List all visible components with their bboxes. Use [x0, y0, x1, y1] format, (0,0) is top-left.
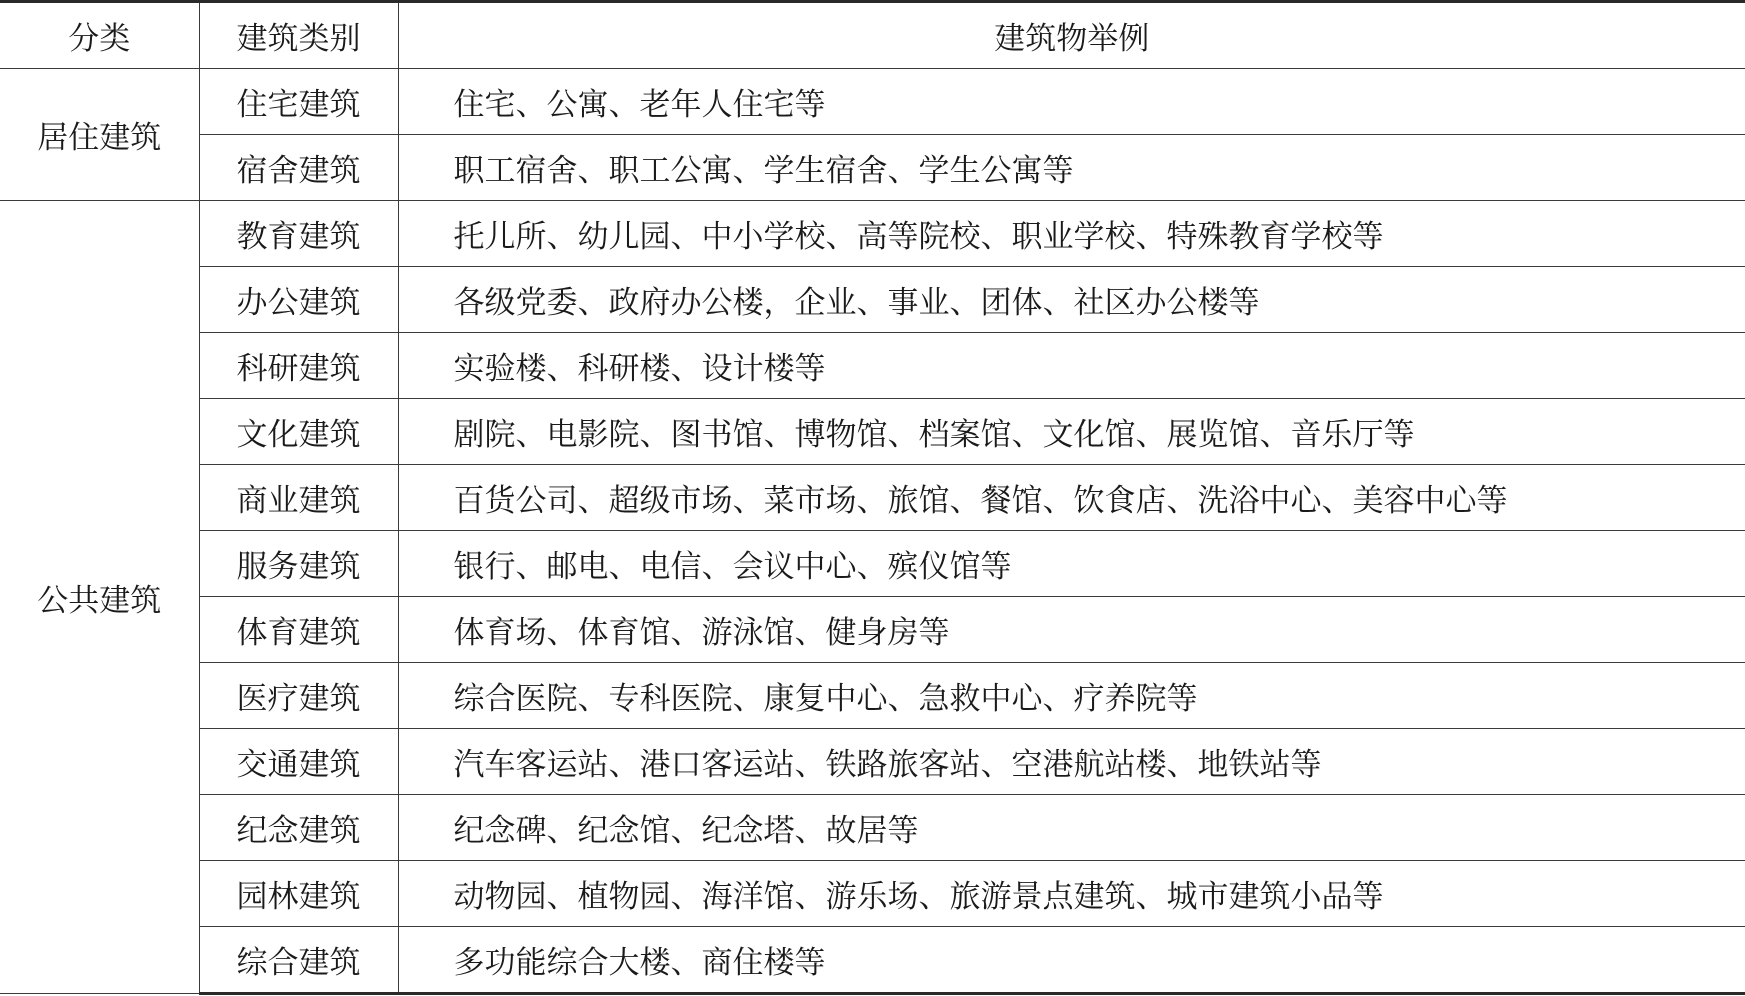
examples-cell: 百货公司、超级市场、菜市场、旅馆、餐馆、饮食店、洗浴中心、美容中心等: [398, 465, 1745, 531]
examples-cell: 住宅、公寓、老年人住宅等: [398, 69, 1745, 135]
category-residential: 居住建筑: [0, 69, 199, 201]
table-row: [0, 927, 1745, 994]
examples-cell: 职工宿舍、职工公寓、学生宿舍、学生公寓等: [398, 135, 1745, 201]
category-public: 公共建筑: [0, 201, 199, 994]
examples-cell: 银行、邮电、电信、会议中心、殡仪馆等: [398, 531, 1745, 597]
table-row: [0, 69, 1745, 135]
examples-cell: 剧院、电影院、图书馆、博物馆、档案馆、文化馆、展览馆、音乐厅等: [398, 399, 1745, 465]
table-row: [0, 663, 1745, 729]
examples-cell: 动物园、植物园、海洋馆、游乐场、旅游景点建筑、城市建筑小品等: [398, 861, 1745, 927]
examples-cell: 纪念碑、纪念馆、纪念塔、故居等: [398, 795, 1745, 861]
header-examples: 建筑物举例: [398, 2, 1745, 69]
building-type-cell: 园林建筑: [199, 861, 398, 927]
building-type-cell: 文化建筑: [199, 399, 398, 465]
building-type-cell: 宿舍建筑: [199, 135, 398, 201]
examples-cell: 综合医院、专科医院、康复中心、急救中心、疗养院等: [398, 663, 1745, 729]
examples-cell: 托儿所、幼儿园、中小学校、高等院校、职业学校、特殊教育学校等: [398, 201, 1745, 267]
table-row: [0, 597, 1745, 663]
building-type-cell: 教育建筑: [199, 201, 398, 267]
building-type-cell: 综合建筑: [199, 927, 398, 994]
building-type-cell: 住宅建筑: [199, 69, 398, 135]
table-row: [0, 399, 1745, 465]
examples-cell: 多功能综合大楼、商住楼等: [398, 927, 1745, 994]
building-type-cell: 服务建筑: [199, 531, 398, 597]
building-type-cell: 科研建筑: [199, 333, 398, 399]
table-row: [0, 729, 1745, 795]
table-row: [0, 861, 1745, 927]
table-row: [0, 795, 1745, 861]
examples-cell: 体育场、体育馆、游泳馆、健身房等: [398, 597, 1745, 663]
table-row: [0, 201, 1745, 267]
building-type-cell: 纪念建筑: [199, 795, 398, 861]
building-type-cell: 办公建筑: [199, 267, 398, 333]
table-row: [0, 135, 1745, 201]
examples-cell: 汽车客运站、港口客运站、铁路旅客站、空港航站楼、地铁站等: [398, 729, 1745, 795]
building-type-cell: 交通建筑: [199, 729, 398, 795]
building-type-cell: 体育建筑: [199, 597, 398, 663]
table-row: [0, 267, 1745, 333]
building-type-cell: 医疗建筑: [199, 663, 398, 729]
table-row: [0, 465, 1745, 531]
header-row: [0, 2, 1745, 69]
table-row: [0, 333, 1745, 399]
header-building-type: 建筑类别: [199, 2, 398, 69]
header-category: 分类: [0, 2, 199, 69]
examples-cell: 实验楼、科研楼、设计楼等: [398, 333, 1745, 399]
table-row: [0, 531, 1745, 597]
examples-cell: 各级党委、政府办公楼，企业、事业、团体、社区办公楼等: [398, 267, 1745, 333]
building-type-cell: 商业建筑: [199, 465, 398, 531]
